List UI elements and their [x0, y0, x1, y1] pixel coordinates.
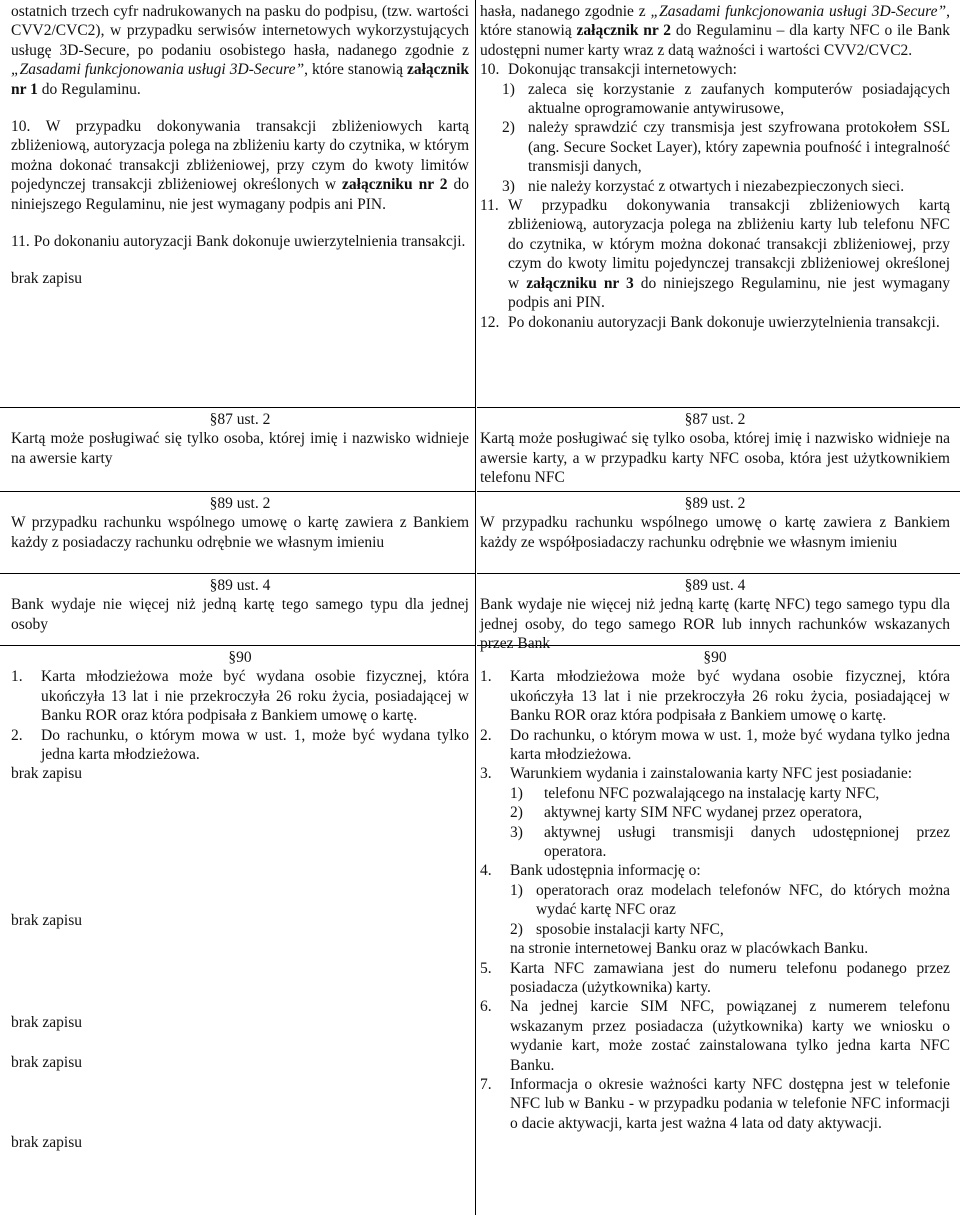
left-89-4-text: Bank wydaje nie więcej niż jedną kartę tego samego typu dla jednej osoby — [11, 596, 469, 633]
left-no-entry-5: brak zapisu — [11, 1054, 83, 1071]
right-point-10: 10. Dokonując transakcji internetowych: — [480, 61, 737, 79]
left-no-entry-1: brak zapisu — [11, 270, 83, 288]
left-section-auth — [0, 0, 475, 408]
right-90-item-3-1: 1) telefonu NFC pozwalającego na instalację karty NFC, — [510, 784, 880, 802]
right-point-10-2: 2) należy sprawdzić czy transmisja jest szyfrowana protokołem SSL (ang. Secure Socket Layer), który zapewnia poufność i integralność transmisji danych, — [502, 119, 950, 176]
right-section-90 — [477, 646, 960, 1133]
left-89-2-text: W przypadku rachunku wspólnego umowę o kartę zawiera z Bankiem każdy z posiadaczy rachunku odrębnie we własnym imieniu — [11, 514, 469, 551]
right-87-2-text: Kartą może posługiwać się tylko osoba, której imię i nazwisko widnieje na awersie karty, a w przypadku karty NFC osoba, która jest użytkownikiem telefonu NFC — [480, 430, 950, 487]
left-section-89-2 — [0, 492, 475, 574]
left-90-item-2: 2. Do rachunku, o którym mowa w ust. 1, może być wydana tylko jedna karta młodzieżowa. — [11, 726, 469, 764]
left-no-entry-2: brak zapisu — [11, 765, 83, 783]
right-point-10-3: 3) nie należy korzystać z otwartych i niezabezpieczonych sieci. — [502, 177, 905, 195]
left-87-2-heading: §87 ust. 2 — [209, 411, 271, 428]
right-90-item-4-tail: na stronie internetowej Banku oraz w placówkach Banku. — [510, 940, 869, 958]
right-point-10-1: 1) zaleca się korzystanie z zaufanych komputerów posiadających aktualne oprogramowanie antywirusowe, — [502, 80, 950, 118]
right-90-item-4-1: 1) operatorach oraz modelach telefonów NFC, do których można wydać kartę NFC oraz — [510, 881, 950, 919]
right-90-item-3: 3. Warunkiem wydania i zainstalowania karty NFC jest posiadanie: — [480, 765, 913, 783]
right-90-item-1: 1. Karta młodzieżowa może być wydana osobie fizycznej, która ukończyła 13 lat i nie przekroczyła 26 roku życia, posiadającej w Banku ROR oraz która podpisała z Bankiem umowę o kartę. — [480, 668, 950, 725]
left-87-2-text: Kartą może posługiwać się tylko osoba, której imię i nazwisko widnieje na awersie karty — [11, 430, 469, 467]
right-90-item-3-2: 2) aktywnej karty SIM NFC wydanej przez operatora, — [510, 804, 863, 822]
right-auth-paragraph: hasła, nadanego zgodnie z „Zasadami funkcjonowania usługi 3D-Secure”, które stanowią załącznik nr 2 do Regulaminu – dla karty NFC o ile Bank udostępni numer karty wraz z datą ważności i wartości CVV2/CVC2. — [480, 3, 950, 59]
right-89-4-heading: §89 ust. 4 — [684, 577, 746, 594]
left-90-item-1: 1. Karta młodzieżowa może być wydana osobie fizycznej, która ukończyła 13 lat i nie przekroczyła 26 roku życia, posiadającej w Banku ROR oraz która podpisała z Bankiem umowę o kartę. — [11, 668, 469, 725]
left-89-2-heading: §89 ust. 2 — [209, 495, 271, 512]
right-point-12: 12. Po dokonaniu autoryzacji Bank dokonuje uwierzytelnienia transakcji. — [480, 313, 940, 331]
right-89-4-text: Bank wydaje nie więcej niż jedną kartę (kartę NFC) tego samego typu dla jednej osoby, do tego samego ROR lub innych rachunków wskazanych przez Bank — [480, 596, 950, 653]
left-column — [0, 0, 476, 1215]
right-90-item-2: 2. Do rachunku, o którym mowa w ust. 1, może być wydana tylko jedna karta młodzieżowa. — [480, 726, 950, 764]
right-point-11: 11. W przypadku dokonywania transakcji zbliżeniowych kartą zbliżeniową, autoryzacja polega na zbliżeniu karty lub telefonu NFC do czytnika, w którym można dokonać transakcji zbliżeniowej, przy czym do kwoty limitu pojedynczej transakcji zbliżeniowej określonej w załączniku nr 3 do niniejszego Regulaminu, nie jest wymagany podpis ani PIN. — [480, 197, 950, 312]
right-section-89-4 — [477, 574, 960, 653]
left-89-4-heading: §89 ust. 4 — [209, 577, 271, 594]
right-section-89-2 — [477, 492, 960, 574]
left-section-90 — [0, 646, 475, 784]
left-point-10: 10. W przypadku dokonywania transakcji zbliżeniowych kartą zbliżeniową, autoryzacja polega na zbliżeniu karty do czytnika, w którym można dokonać transakcji zbliżeniowej, przy czym do kwoty limitów pojedynczej transakcji zbliżeniowej określonych w załączniku nr 2 do niniejszego Regulaminu, nie jest wymagany podpis ani PIN. — [11, 118, 469, 213]
right-90-item-7: 7. Informacja o okresie ważności karty NFC dostępna jest w telefonie NFC lub w Banku - w przypadku podania w telefonie NFC informacji o dacie aktywacji, karta jest ważna 4 lata od daty aktywacji. — [480, 1075, 950, 1132]
left-no-entry-4: brak zapisu — [11, 1014, 83, 1031]
right-section-auth — [477, 0, 960, 408]
right-90-item-6: 6. Na jednej karcie SIM NFC, powiązanej z numerem telefonu wskazanym przez posiadacza (użytkownika) karty we wniosku o wydanie kart, może zostać zainstalowana tylko jedna karta NFC Banku. — [480, 998, 950, 1074]
left-section-87-2 — [0, 408, 475, 492]
right-89-2-text: W przypadku rachunku wspólnego umowę o kartę zawiera z Bankiem każdy ze współposiadaczy rachunku odrębnie we własnym imieniu — [480, 514, 950, 551]
right-87-2-heading: §87 ust. 2 — [684, 411, 746, 428]
right-column — [477, 0, 960, 1133]
right-90-item-4-2: 2) sposobie instalacji karty NFC, — [510, 920, 724, 938]
left-point-11: 11. Po dokonaniu autoryzacji Bank dokonuje uwierzytelnienia transakcji. — [11, 233, 466, 251]
left-no-entry-3: brak zapisu — [11, 912, 83, 929]
right-90-item-3-3: 3) aktywnej usługi transmisji danych udostępnionej przez operatora. — [510, 823, 950, 861]
left-90-heading: §90 — [228, 649, 252, 666]
left-auth-paragraph: ostatnich trzech cyfr nadrukowanych na pasku do podpisu, (tzw. wartości CVV2/CVC2), w przypadku serwisów internetowych wykorzystujących usługę 3D-Secure, po podaniu osobistego hasła, nadanego zgodnie z „Zasadami funkcjonowania usługi 3D-Secure”, które stanowią załącznik nr 1 do Regulaminu. — [11, 3, 469, 98]
right-90-item-4: 4. Bank udostępnia informację o: — [480, 862, 701, 880]
right-90-heading: §90 — [703, 649, 727, 666]
right-section-87-2 — [477, 408, 960, 492]
right-90-item-5: 5. Karta NFC zamawiana jest do numeru telefonu podanego przez posiadacza (użytkownika) karty. — [480, 959, 950, 996]
left-no-entry-6: brak zapisu — [11, 1134, 83, 1151]
right-89-2-heading: §89 ust. 2 — [684, 495, 746, 512]
left-section-89-4 — [0, 574, 475, 646]
